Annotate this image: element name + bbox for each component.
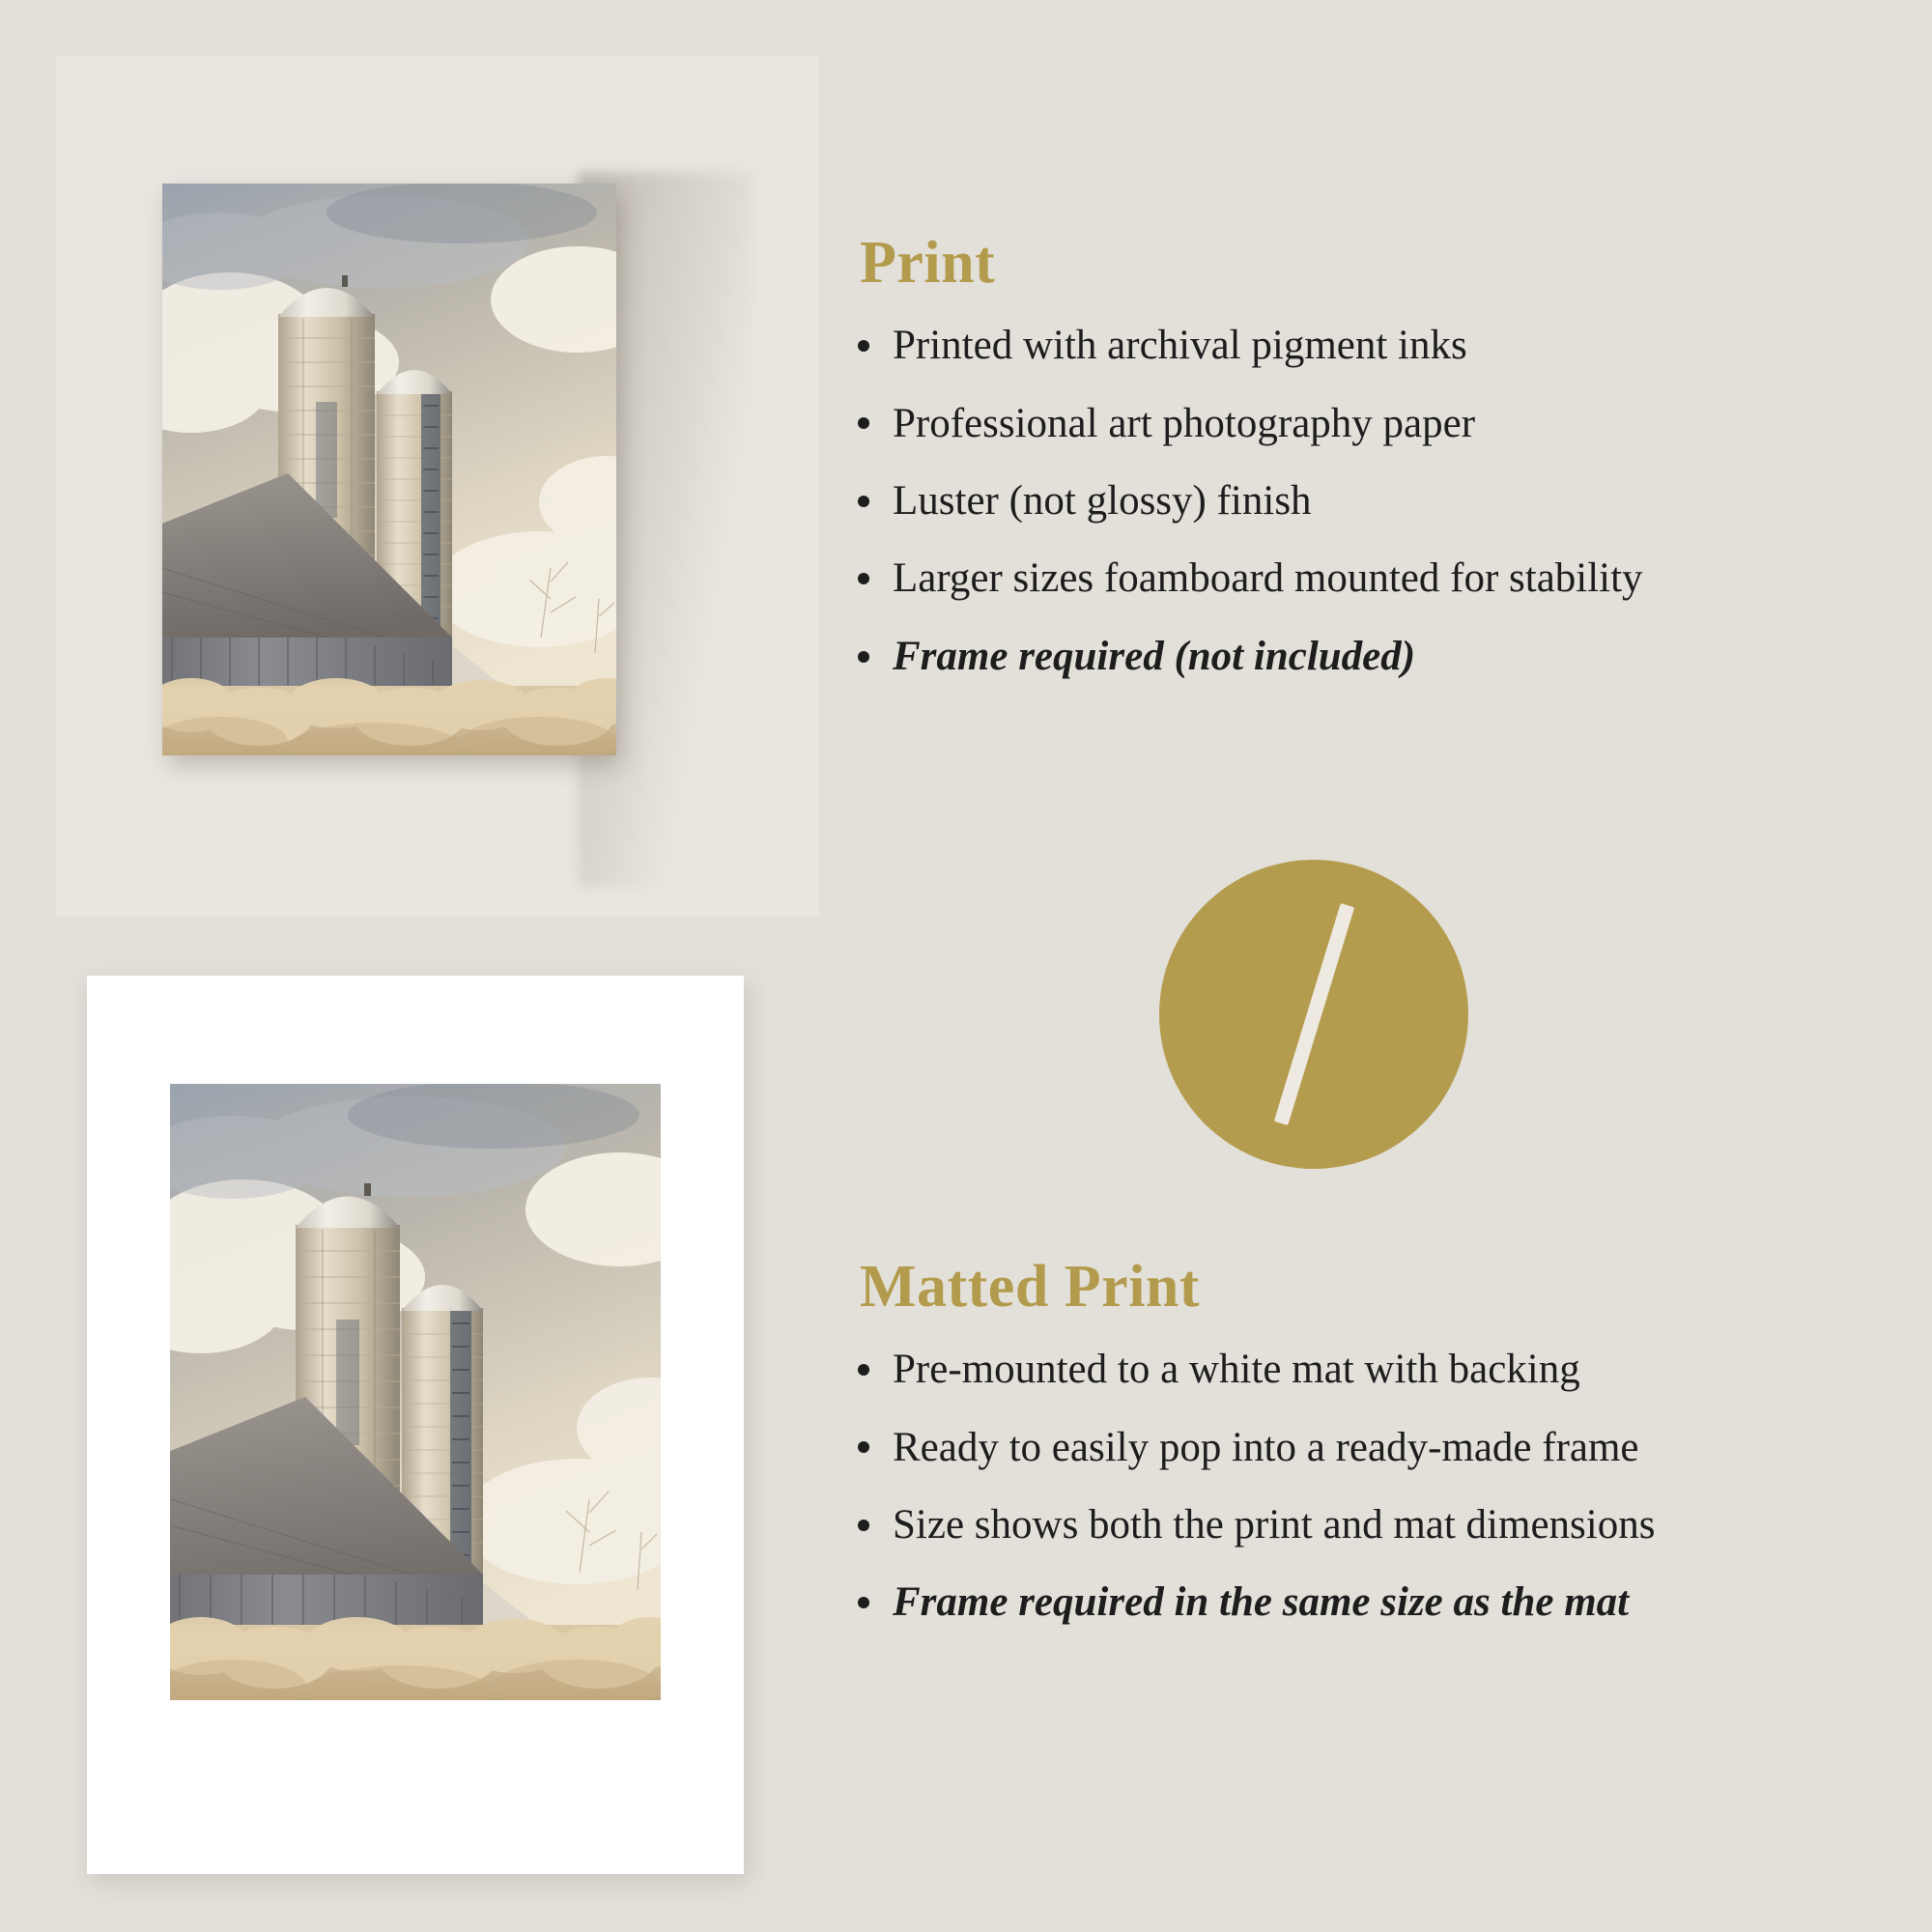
list-item-label: Frame required in the same size as the mat — [893, 1579, 1630, 1626]
matted-print-board — [87, 976, 744, 1874]
bullet-dot-icon — [858, 1441, 869, 1453]
bullet-dot-icon — [858, 1520, 869, 1531]
list-item-label: Luster (not glossy) finish — [893, 477, 1312, 524]
bullet-dot-icon — [858, 1597, 869, 1608]
list-item — [850, 1346, 1893, 1393]
list-item-emphasis — [850, 633, 1893, 680]
list-item-label: Size shows both the print and mat dimensions — [893, 1501, 1656, 1548]
bullet-dot-icon — [858, 651, 869, 663]
print-feature-list — [850, 322, 1893, 680]
list-item — [850, 554, 1893, 602]
list-item-label: Larger sizes foamboard mounted for stability — [893, 555, 1643, 602]
print-section — [850, 232, 1893, 710]
list-item-label: Frame required (not included) — [893, 633, 1416, 679]
list-item — [850, 477, 1893, 525]
list-item-label: Printed with archival pigment inks — [893, 323, 1467, 369]
list-item-label: Professional art photography paper — [893, 400, 1476, 446]
section-divider-badge — [1159, 860, 1468, 1169]
list-item-label: Ready to easily pop into a ready-made frame — [893, 1424, 1639, 1470]
bullet-dot-icon — [858, 417, 869, 429]
list-item — [850, 322, 1893, 369]
matted-print-section-heading: Matted Print — [860, 1254, 1201, 1320]
list-item-label: Pre-mounted to a white mat with backing — [893, 1347, 1580, 1393]
print-product-scene — [56, 56, 819, 916]
matted-print-section — [850, 1256, 1893, 1657]
list-item — [850, 400, 1893, 447]
bullet-dot-icon — [858, 340, 869, 352]
barn-and-silos-photograph-matted — [170, 1084, 661, 1700]
list-item — [850, 1424, 1893, 1471]
print-section-heading: Print — [860, 230, 996, 296]
bullet-dot-icon — [858, 573, 869, 584]
list-item-emphasis — [850, 1578, 1893, 1626]
bullet-dot-icon — [858, 496, 869, 507]
bullet-dot-icon — [858, 1364, 869, 1376]
matted-print-feature-list — [850, 1346, 1893, 1627]
barn-and-silos-photograph — [162, 184, 616, 755]
print-photo-card — [162, 184, 616, 755]
list-item — [850, 1501, 1893, 1548]
